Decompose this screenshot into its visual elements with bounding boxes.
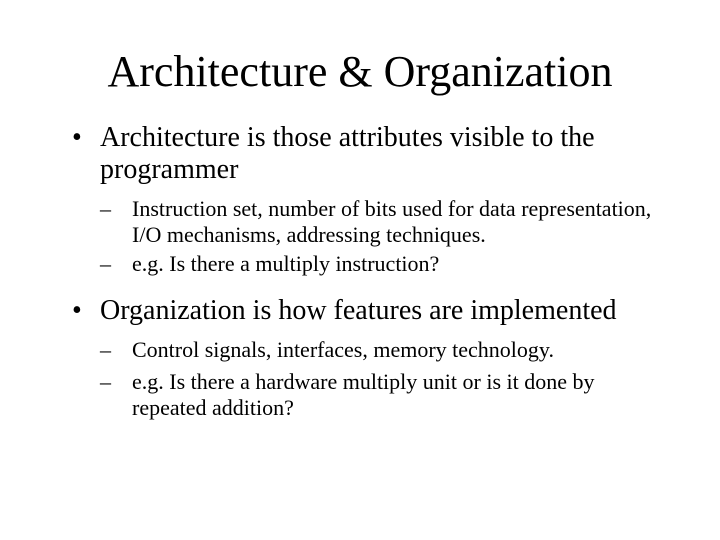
- sub-bullet-list: [72, 196, 672, 277]
- slide-title: Architecture & Organization: [107, 47, 613, 96]
- sub-bullet-item: [72, 196, 672, 248]
- sub-bullet-item: [72, 337, 672, 363]
- bullet-marker: •: [72, 295, 82, 326]
- dash-marker: –: [100, 251, 111, 276]
- bullet-item-architecture: [72, 122, 672, 277]
- sub-bullet-text: Control signals, interfaces, memory technology.: [132, 337, 554, 362]
- sub-bullet-text: Instruction set, number of bits used for data representation, I/O mechanisms, addressing techniques.: [132, 196, 652, 247]
- sub-bullet-list: [72, 337, 672, 421]
- dash-marker: –: [100, 369, 111, 394]
- sub-bullet-item: [72, 369, 672, 421]
- bullet-item-organization: [72, 295, 672, 421]
- dash-marker: –: [100, 337, 111, 362]
- bullet-list: [72, 122, 672, 421]
- sub-bullet-item: [72, 251, 672, 277]
- bullet-text: Architecture is those attributes visible to the programmer: [100, 122, 595, 185]
- dash-marker: –: [100, 196, 111, 221]
- sub-bullet-text: e.g. Is there a multiply instruction?: [132, 251, 440, 276]
- bullet-text: Organization is how features are implemented: [100, 295, 617, 326]
- bullet-marker: •: [72, 122, 82, 153]
- bullet-text-block: [72, 122, 672, 186]
- bullet-text-block: [72, 295, 672, 327]
- sub-bullet-text: e.g. Is there a hardware multiply unit or is it done by repeated addition?: [132, 369, 595, 420]
